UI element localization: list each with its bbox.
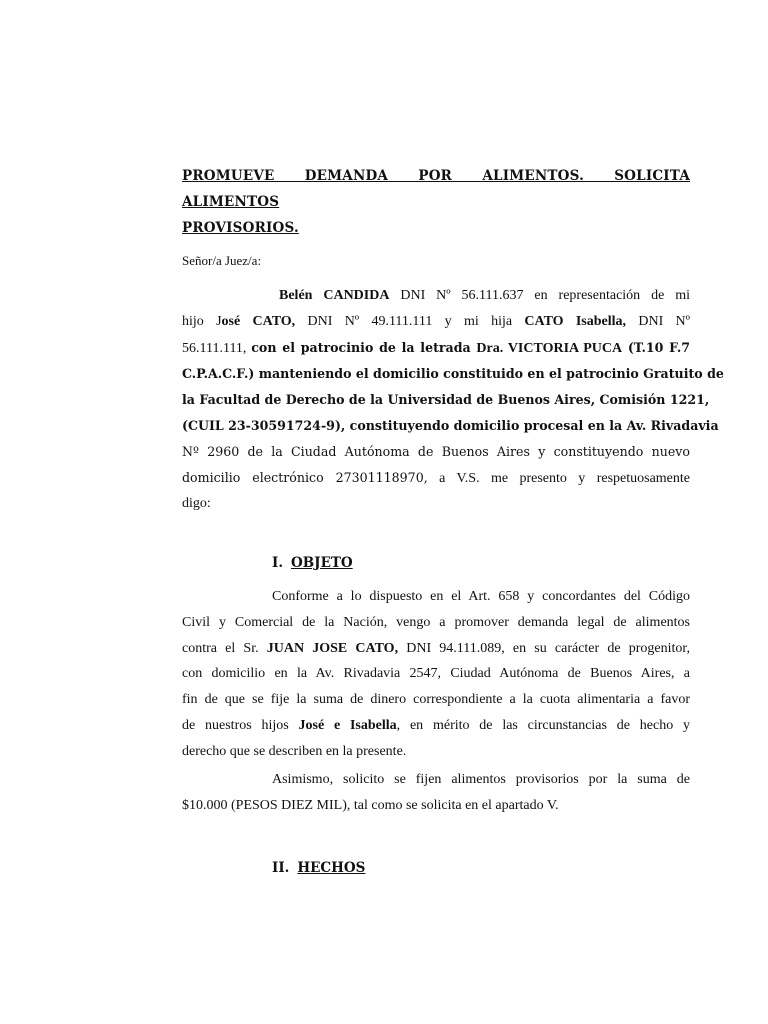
objeto-line-6 (182, 713, 690, 739)
intro-text: DNI Nº 49.111.111 y mi hija (295, 313, 525, 329)
party-name: Belén CANDIDA (279, 288, 390, 303)
intro-text: domicilio electrónico 27301118970, (182, 469, 428, 485)
intro-paragraph (182, 283, 724, 517)
objeto-text: de nuestros hijos (182, 717, 299, 733)
intro-line-9: digo: (182, 496, 211, 512)
intro-line-1 (182, 283, 690, 309)
objeto-line-3 (182, 636, 690, 662)
children-names: José e Isabella (298, 717, 397, 733)
intro-line-5: la Facultad de Derecho de la Universidad de Buenos Aires, Comisión 1221, (182, 392, 710, 408)
intro-line-2 (182, 309, 690, 335)
child-name: osé CATO, (221, 313, 296, 329)
intro-text: DNI Nº (626, 313, 691, 329)
intro-line-4: C.P.A.C.F.) manteniendo el domicilio constituido en el patrocinio Gratuito de (182, 366, 724, 382)
objeto-paragraph-2 (182, 767, 690, 819)
objeto-text: , en mérito de las circunstancias de hecho y (396, 717, 690, 733)
intro-text: 56.111.111, (182, 340, 252, 356)
objeto-line-2: Civil y Comercial de la Nación, vengo a promover demanda legal de alimentos (182, 614, 690, 630)
objeto-line-5: fin de que se fije la suma de dinero correspondiente a la cuota alimentaria a favor (182, 692, 690, 708)
title-line-2: PROVISORIOS. (182, 220, 299, 236)
child-name: CATO Isabella, (524, 313, 627, 329)
intro-text-bold: (T.10 F.7 (622, 339, 690, 355)
intro-line-7: Nº 2960 de la Ciudad Autónoma de Buenos Aires y constituyendo nuevo (182, 443, 690, 459)
section-title: HECHOS (297, 860, 366, 876)
intro-text: hijo J (182, 313, 222, 329)
objeto-line-7: derecho que se describen en la presente. (182, 743, 407, 759)
section-number: I. (272, 555, 284, 571)
intro-line-8 (182, 465, 690, 492)
objeto-line-4: con domicilio en la Av. Rivadavia 2547, Ciudad Autónoma de Buenos Aires, a (182, 666, 690, 682)
section-heading-objeto (272, 555, 353, 571)
objeto-text: contra el Sr. (182, 640, 267, 656)
title-line-1: PROMUEVE DEMANDA POR ALIMENTOS. SOLICITA ALIMENTOS (182, 168, 690, 210)
intro-text: a V.S. me presento y respetuosamente (427, 470, 691, 486)
objeto-text: DNI 94.111.089, en su carácter de progenitor, (398, 640, 690, 656)
section-title: OBJETO (291, 555, 353, 571)
objeto-paragraph-1 (182, 584, 690, 765)
intro-line-3 (182, 335, 690, 362)
section-heading-hechos (272, 860, 365, 876)
objeto-line-1: Conforme a lo dispuesto en el Art. 658 y concordantes del Código (272, 589, 690, 604)
intro-text-bold: con el patrocinio de la letrada (251, 339, 477, 355)
defendant-name: JUAN JOSE CATO, (266, 640, 399, 656)
intro-line-6: (CUIL 23-30591724-9), constituyendo domicilio procesal en la Av. Rivadavia (182, 417, 719, 433)
document-title (182, 163, 690, 241)
intro-text: DNI Nº 56.111.637 en representación de mi (389, 288, 690, 303)
salutation: Señor/a Juez/a: (182, 253, 262, 268)
objeto-p2-line-2: $10.000 (PESOS DIEZ MIL), tal como se solicita en el apartado V. (182, 797, 559, 813)
lawyer-name: Dra. VICTORIA PUCA (476, 340, 623, 356)
objeto-p2-line-1: Asimismo, solicito se fijen alimentos provisorios por la suma de (272, 772, 690, 787)
section-number: II. (272, 860, 290, 876)
